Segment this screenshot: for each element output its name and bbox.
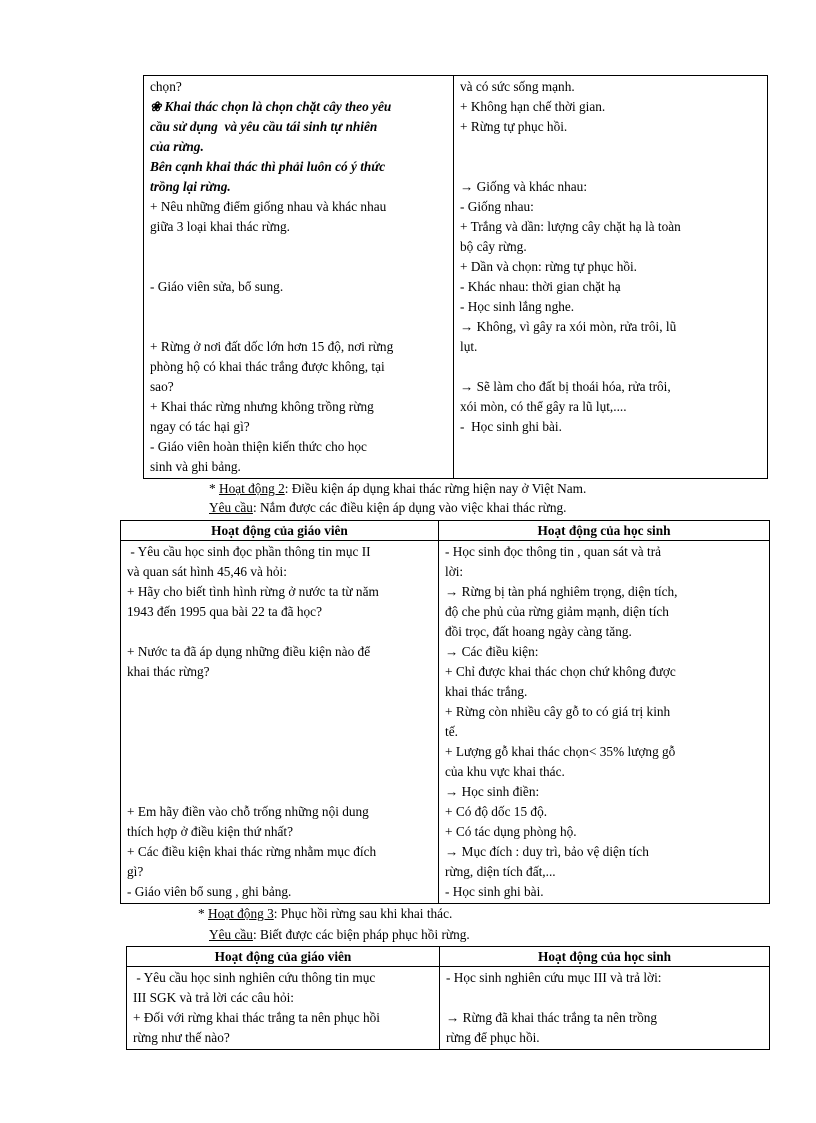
student-cell [439, 541, 770, 904]
requirement-label: Yêu cầu [209, 927, 253, 942]
activity-2-label: Hoạt động 2 [218, 481, 285, 496]
text-line: 1943 đến 1995 qua bài 22 ta đã học? [127, 604, 322, 619]
bullet-star: * [209, 481, 219, 496]
text-line: + Có độ dốc 15 độ. [445, 804, 548, 819]
text-line [127, 682, 432, 702]
text-line: + Không hạn chế thời gian. [460, 99, 606, 114]
text-line: + Lượng gỗ khai thác chọn< 35% lượng gỗ [445, 744, 676, 759]
table-row [144, 76, 768, 479]
text-line: ❀ Khai thác chọn là chọn chặt cây theo yêu [150, 99, 392, 114]
text-line [150, 237, 447, 257]
text-line: khai thác rừng? [127, 664, 210, 679]
table-row [127, 967, 770, 1050]
text-line: + Dần và chọn: rừng tự phục hồi. [460, 259, 638, 274]
text-line [127, 742, 432, 762]
student-cell [440, 967, 770, 1050]
text-line: - Học sinh ghi bài. [445, 884, 544, 899]
text-line: chọn? [150, 79, 182, 94]
header-student: Hoạt động của học sinh [439, 521, 770, 541]
header-teacher: Hoạt động của giáo viên [121, 521, 439, 541]
text-line: + Rừng còn nhiều cây gỗ to có giá trị kinh [445, 704, 671, 719]
text-line: lời: [445, 564, 464, 579]
text-line: → Các điều kiện: [445, 644, 539, 659]
text-line: khai thác trắng. [445, 684, 528, 699]
text-line: - Khác nhau: thời gian chặt hạ [460, 279, 621, 294]
text-line [150, 317, 447, 337]
text-line [127, 622, 432, 642]
text-line: → Mục đích : duy trì, bảo vệ diện tích [445, 844, 649, 859]
activity-3-requirement [209, 925, 470, 945]
text-line: cầu sử dụng và yêu cầu tái sinh tự nhiên [150, 119, 378, 134]
text-line: → Học sinh điền: [445, 784, 540, 799]
text-line: + Rừng tự phục hồi. [460, 119, 568, 134]
text-line: giữa 3 loại khai thác rừng. [150, 219, 290, 234]
text-line: rừng, diện tích đất,... [445, 864, 556, 879]
text-line: - Học sinh lắng nghe. [460, 299, 575, 314]
text-line: → Rừng đã khai thác trắng ta nên trồng [446, 1010, 658, 1025]
text-line: sao? [150, 379, 174, 394]
text-line: của khu vực khai thác. [445, 764, 565, 779]
teacher-cell [127, 967, 440, 1050]
text-line: tế. [445, 724, 458, 739]
text-line [150, 257, 447, 277]
activity-2-heading [209, 479, 586, 499]
text-line: + Trắng và dần: lượng cây chặt hạ là toàn [460, 219, 681, 234]
requirement-text: : Biết được các biện pháp phục hồi rừng. [252, 927, 470, 942]
text-line: - Yêu cầu học sinh nghiên cứu thông tin mục [133, 970, 376, 985]
text-line [460, 157, 761, 177]
table-header-row [127, 947, 770, 967]
text-line: đồi trọc, đất hoang ngày càng tăng. [445, 624, 632, 639]
table-row [121, 541, 770, 904]
text-line: → Sẽ làm cho đất bị thoái hóa, rửa trôi, [460, 379, 671, 394]
teacher-cell [144, 76, 454, 479]
text-line: Bên cạnh khai thác thì phải luôn có ý thức [150, 159, 386, 174]
text-line: + Có tác dụng phòng hộ. [445, 824, 577, 839]
activity-3-label: Hoạt động 3 [207, 906, 274, 921]
text-line: III SGK và trả lời các câu hỏi: [133, 990, 294, 1005]
text-line: phòng hộ có khai thác trắng được không, tại [150, 359, 385, 374]
text-line: rừng như thế nào? [133, 1030, 230, 1045]
header-teacher: Hoạt động của giáo viên [127, 947, 440, 967]
text-line: gì? [127, 864, 144, 879]
text-line: và có sức sống mạnh. [460, 79, 575, 94]
text-line: + Chỉ được khai thác chọn chứ không được [445, 664, 676, 679]
text-line [127, 702, 432, 722]
activity-table-3 [126, 946, 770, 1050]
text-line: sinh và ghi bảng. [150, 459, 241, 474]
text-line: - Giáo viên hoàn thiện kiến thức cho học [150, 439, 367, 454]
text-line [127, 782, 432, 802]
text-line: → Giống và khác nhau: [460, 179, 588, 194]
text-line: + Đối với rừng khai thác trắng ta nên phục hồi [133, 1010, 380, 1025]
activity-3-heading [198, 904, 452, 924]
text-line: ngay có tác hại gì? [150, 419, 250, 434]
text-line [460, 357, 761, 377]
text-line: → Không, vì gây ra xói mòn, rửa trôi, lũ [460, 319, 677, 334]
text-line: + Nước ta đã áp dụng những điều kiện nào để [127, 644, 371, 659]
text-line [446, 988, 763, 1008]
text-line: trồng lại rừng. [150, 179, 231, 194]
text-line [127, 722, 432, 742]
header-student: Hoạt động của học sinh [440, 947, 770, 967]
activity-2-title: : Điều kiện áp dụng khai thác rừng hiện nay ở Việt Nam. [284, 481, 587, 496]
student-cell [454, 76, 768, 479]
text-line: - Giáo viên sửa, bổ sung. [150, 279, 284, 294]
text-line: - Yêu cầu học sinh đọc phần thông tin mục II [127, 544, 371, 559]
table-header-row [121, 521, 770, 541]
text-line: → Rừng bị tàn phá nghiêm trọng, diện tích, [445, 584, 678, 599]
text-line: và quan sát hình 45,46 và hỏi: [127, 564, 287, 579]
bullet-star: * [198, 906, 208, 921]
text-line: thích hợp ở điều kiện thứ nhất? [127, 824, 294, 839]
text-line: + Nêu những điểm giống nhau và khác nhau [150, 199, 387, 214]
requirement-text: : Nắm được các điều kiện áp dụng vào việc khai thác rừng. [252, 500, 567, 515]
text-line [127, 762, 432, 782]
activity-3-title: : Phục hồi rừng sau khi khai thác. [273, 906, 453, 921]
text-line: + Các điều kiện khai thác rừng nhằm mục đích [127, 844, 377, 859]
activity-table-2 [120, 520, 770, 904]
text-line: của rừng. [150, 139, 204, 154]
activity-2-requirement [209, 498, 566, 518]
text-line: + Hãy cho biết tình hình rừng ở nước ta từ năm [127, 584, 379, 599]
text-line: rừng để phục hồi. [446, 1030, 540, 1045]
text-line: + Khai thác rừng nhưng không trồng rừng [150, 399, 374, 414]
teacher-cell [121, 541, 439, 904]
text-line: bộ cây rừng. [460, 239, 527, 254]
text-line [460, 137, 761, 157]
text-line: + Rừng ở nơi đất dốc lớn hơn 15 độ, nơi rừng [150, 339, 394, 354]
text-line: - Học sinh đọc thông tin , quan sát và trả [445, 544, 662, 559]
text-line [150, 297, 447, 317]
text-line: - Giáo viên bổ sung , ghi bảng. [127, 884, 292, 899]
text-line: độ che phủ của rừng giảm mạnh, diện tích [445, 604, 669, 619]
text-line: xói mòn, có thể gây ra lũ lụt,.... [460, 399, 627, 414]
text-line: - Giống nhau: [460, 199, 534, 214]
requirement-label: Yêu cầu [209, 500, 253, 515]
text-line: - Học sinh nghiên cứu mục III và trả lời: [446, 970, 662, 985]
activity-table-1 [143, 75, 768, 479]
text-line: - Học sinh ghi bài. [460, 419, 562, 434]
text-line: + Em hãy điền vào chỗ trống những nội dung [127, 804, 369, 819]
text-line: lụt. [460, 339, 478, 354]
